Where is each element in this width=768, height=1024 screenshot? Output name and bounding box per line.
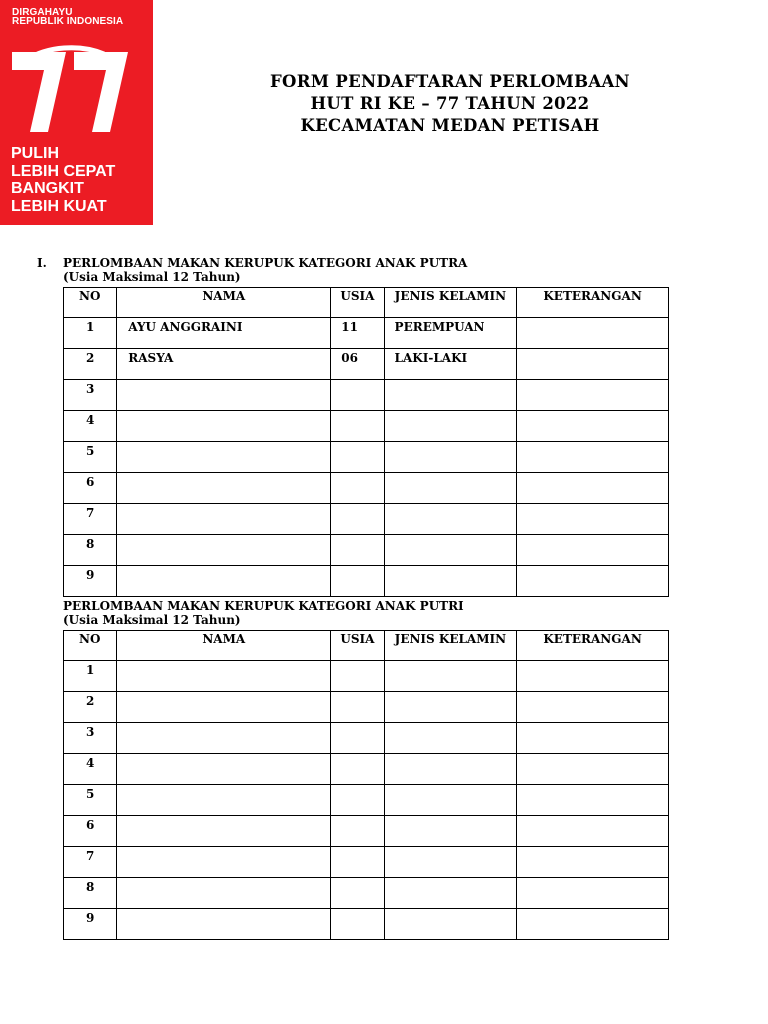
cell-no: 5	[64, 442, 117, 473]
cell-jenis-kelamin[interactable]	[384, 692, 517, 723]
cell-jenis-kelamin[interactable]: LAKI-LAKI	[384, 349, 517, 380]
table-row	[64, 785, 669, 816]
table-row	[64, 847, 669, 878]
cell-jenis-kelamin[interactable]	[384, 411, 517, 442]
cell-usia[interactable]	[331, 411, 384, 442]
header-no: NO	[64, 288, 117, 318]
cell-jenis-kelamin[interactable]	[384, 754, 517, 785]
cell-keterangan[interactable]	[517, 380, 669, 411]
cell-no: 1	[64, 661, 117, 692]
logo-line-dirgahayu: DIRGAHAYU	[12, 7, 73, 18]
cell-no: 8	[64, 878, 117, 909]
cell-usia[interactable]	[331, 473, 384, 504]
cell-no: 6	[64, 816, 117, 847]
cell-no: 4	[64, 754, 117, 785]
cell-no: 6	[64, 473, 117, 504]
cell-no: 5	[64, 785, 117, 816]
header-nama: NAMA	[117, 288, 331, 318]
cell-jenis-kelamin[interactable]	[384, 909, 517, 940]
header-keterangan: KETERANGAN	[517, 288, 669, 318]
cell-nama[interactable]	[117, 411, 331, 442]
cell-nama[interactable]	[117, 504, 331, 535]
logo-tagline-4: LEBIH KUAT	[11, 197, 107, 215]
cell-keterangan[interactable]	[517, 878, 669, 909]
cell-usia[interactable]	[331, 723, 384, 754]
cell-nama[interactable]	[117, 692, 331, 723]
cell-keterangan[interactable]	[517, 754, 669, 785]
cell-usia[interactable]	[331, 909, 384, 940]
cell-jenis-kelamin[interactable]	[384, 785, 517, 816]
cell-nama[interactable]	[117, 785, 331, 816]
cell-nama[interactable]	[117, 723, 331, 754]
form-title	[200, 71, 700, 137]
section-subtitle: (Usia Maksimal 12 Tahun)	[63, 270, 241, 284]
cell-usia[interactable]: 11	[331, 318, 384, 349]
table-anak-putri	[63, 630, 669, 940]
cell-no: 2	[64, 692, 117, 723]
logo-77-mark	[8, 32, 132, 144]
cell-no: 9	[64, 909, 117, 940]
section-number: I.	[37, 256, 47, 270]
cell-jenis-kelamin[interactable]	[384, 442, 517, 473]
cell-usia[interactable]	[331, 566, 384, 597]
cell-keterangan[interactable]	[517, 535, 669, 566]
cell-jenis-kelamin[interactable]	[384, 473, 517, 504]
table-body	[64, 318, 669, 597]
form-title-line-1: FORM PENDAFTARAN PERLOMBAAN	[270, 72, 630, 91]
cell-jenis-kelamin[interactable]	[384, 878, 517, 909]
cell-usia[interactable]	[331, 380, 384, 411]
table-row	[64, 878, 669, 909]
logo-tagline-2: LEBIH CEPAT	[11, 162, 116, 180]
table-row	[64, 411, 669, 442]
cell-usia[interactable]	[331, 847, 384, 878]
cell-nama[interactable]	[117, 661, 331, 692]
table-row	[64, 909, 669, 940]
cell-keterangan[interactable]	[517, 566, 669, 597]
cell-keterangan[interactable]	[517, 785, 669, 816]
cell-keterangan[interactable]	[517, 442, 669, 473]
cell-jenis-kelamin[interactable]	[384, 661, 517, 692]
cell-no: 7	[64, 847, 117, 878]
cell-no: 4	[64, 411, 117, 442]
cell-keterangan[interactable]	[517, 816, 669, 847]
cell-keterangan[interactable]	[517, 847, 669, 878]
table-header-row	[64, 631, 669, 661]
cell-jenis-kelamin[interactable]: PEREMPUAN	[384, 318, 517, 349]
cell-nama[interactable]	[117, 754, 331, 785]
cell-usia[interactable]	[331, 816, 384, 847]
table-row	[64, 566, 669, 597]
header-usia: USIA	[331, 631, 384, 661]
logo-tagline-1: PULIH	[11, 145, 59, 162]
header-jenis-kelamin: JENIS KELAMIN	[384, 631, 517, 661]
table-row	[64, 349, 669, 380]
table-row	[64, 504, 669, 535]
cell-usia[interactable]	[331, 661, 384, 692]
cell-jenis-kelamin[interactable]	[384, 847, 517, 878]
cell-usia[interactable]	[331, 535, 384, 566]
table-row	[64, 380, 669, 411]
cell-jenis-kelamin[interactable]	[384, 504, 517, 535]
cell-nama[interactable]	[117, 566, 331, 597]
cell-jenis-kelamin[interactable]	[384, 380, 517, 411]
cell-jenis-kelamin[interactable]	[384, 535, 517, 566]
header-nama: NAMA	[117, 631, 331, 661]
cell-usia[interactable]	[331, 692, 384, 723]
header-usia: USIA	[331, 288, 384, 318]
table-row	[64, 692, 669, 723]
cell-usia[interactable]	[331, 442, 384, 473]
cell-no: 3	[64, 380, 117, 411]
cell-no: 9	[64, 566, 117, 597]
cell-usia[interactable]	[331, 754, 384, 785]
cell-nama[interactable]	[117, 473, 331, 504]
table-row	[64, 442, 669, 473]
cell-nama[interactable]	[117, 878, 331, 909]
cell-no: 8	[64, 535, 117, 566]
cell-usia[interactable]	[331, 785, 384, 816]
cell-nama[interactable]	[117, 909, 331, 940]
cell-keterangan[interactable]	[517, 723, 669, 754]
form-title-line-3: KECAMATAN MEDAN PETISAH	[300, 116, 600, 135]
cell-usia[interactable]	[331, 878, 384, 909]
logo-tagline	[11, 145, 115, 215]
cell-keterangan[interactable]	[517, 411, 669, 442]
form-title-line-2: HUT RI KE – 77 TAHUN 2022	[310, 94, 590, 113]
section-title: PERLOMBAAN MAKAN KERUPUK KATEGORI ANAK PUTRA	[63, 256, 468, 270]
cell-jenis-kelamin[interactable]	[384, 566, 517, 597]
table-row	[64, 816, 669, 847]
table-body	[64, 661, 669, 940]
cell-no: 3	[64, 723, 117, 754]
table-header-row	[64, 288, 669, 318]
hut-ri-77-logo	[0, 0, 153, 225]
cell-no: 7	[64, 504, 117, 535]
section-subtitle: (Usia Maksimal 12 Tahun)	[63, 613, 241, 627]
table-row	[64, 535, 669, 566]
table-anak-putra	[63, 287, 669, 597]
cell-nama[interactable]	[117, 847, 331, 878]
cell-nama[interactable]: RASYA	[117, 349, 331, 380]
cell-nama[interactable]	[117, 380, 331, 411]
cell-keterangan[interactable]	[517, 661, 669, 692]
cell-keterangan[interactable]	[517, 349, 669, 380]
table-row	[64, 661, 669, 692]
logo-line-republik: REPUBLIK INDONESIA	[12, 16, 124, 27]
table-row	[64, 473, 669, 504]
header-jenis-kelamin: JENIS KELAMIN	[384, 288, 517, 318]
cell-nama[interactable]	[117, 535, 331, 566]
table-row	[64, 754, 669, 785]
cell-keterangan[interactable]	[517, 504, 669, 535]
cell-nama[interactable]	[117, 816, 331, 847]
cell-usia[interactable]	[331, 504, 384, 535]
cell-keterangan[interactable]	[517, 909, 669, 940]
cell-jenis-kelamin[interactable]	[384, 816, 517, 847]
cell-usia[interactable]: 06	[331, 349, 384, 380]
cell-keterangan[interactable]	[517, 692, 669, 723]
section-title: PERLOMBAAN MAKAN KERUPUK KATEGORI ANAK PUTRI	[63, 599, 464, 613]
cell-no: 2	[64, 349, 117, 380]
cell-keterangan[interactable]	[517, 473, 669, 504]
cell-keterangan[interactable]	[517, 318, 669, 349]
table-row	[64, 723, 669, 754]
table-row	[64, 318, 669, 349]
logo-tagline-3: BANGKIT	[11, 180, 84, 197]
cell-nama[interactable]	[117, 442, 331, 473]
header-keterangan: KETERANGAN	[517, 631, 669, 661]
header-no: NO	[64, 631, 117, 661]
cell-no: 1	[64, 318, 117, 349]
cell-nama[interactable]: AYU ANGGRAINI	[117, 318, 331, 349]
cell-jenis-kelamin[interactable]	[384, 723, 517, 754]
